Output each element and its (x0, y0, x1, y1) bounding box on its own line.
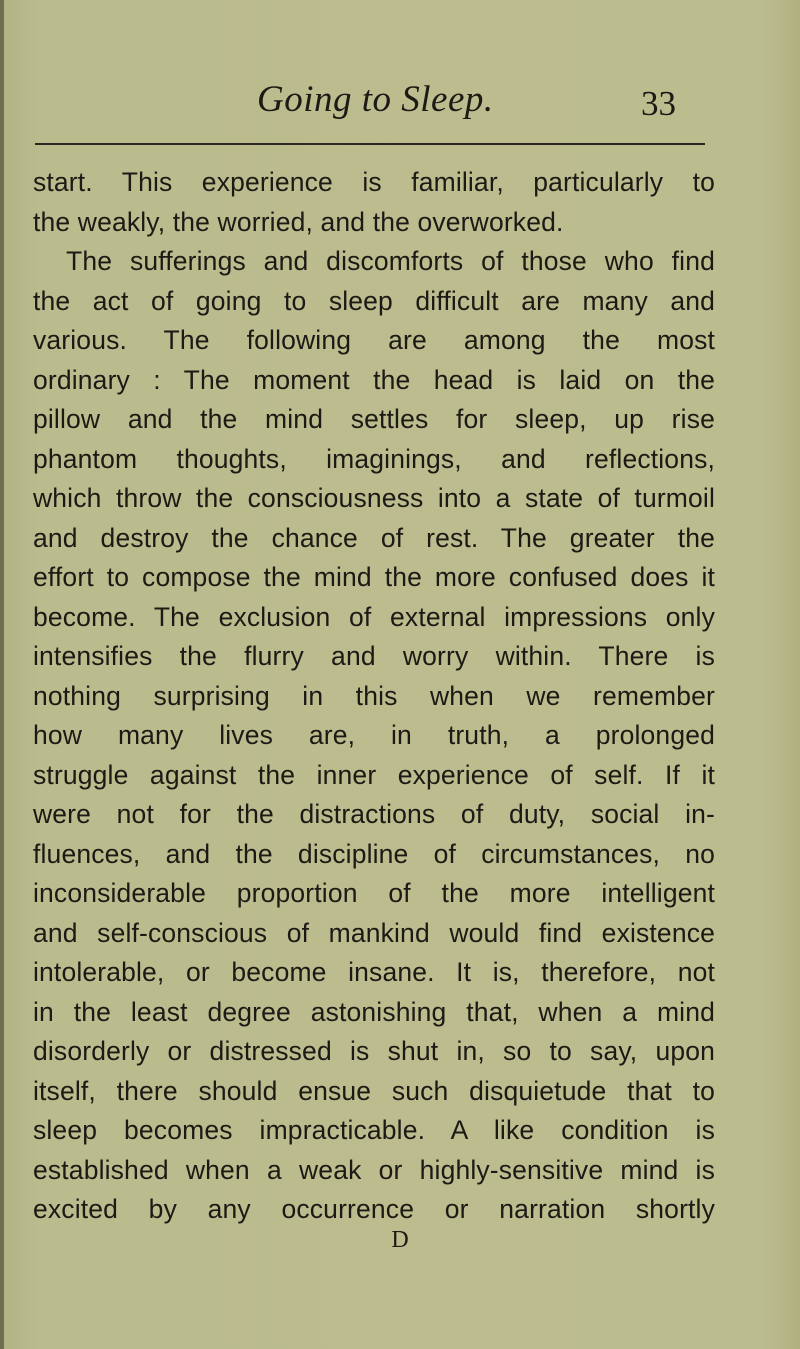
text-line: in the least degree astonishing that, when a mind (33, 996, 715, 1027)
text-line: struggle against the inner experience of self. If it (33, 759, 715, 790)
text-line: intensifies the flurry and worry within. There is (33, 641, 715, 671)
text-line: become. The exclusion of external impressions only (33, 601, 715, 632)
text-line: disorderly or distressed is shut in, so to say, upon (33, 1036, 715, 1066)
text-line: pillow and the mind settles for sleep, up rise (33, 404, 715, 434)
page-gutter-edge (0, 0, 4, 1349)
text-line: excited by any occurrence or narration shortly (33, 1194, 715, 1224)
text-line: nothing surprising in this when we remember (33, 680, 715, 711)
text-line: fluences, and the discipline of circumstances, no (33, 838, 715, 869)
text-line: sleep becomes impracticable. A like condition is (33, 1115, 715, 1145)
text-line: intolerable, or become insane. It is, therefore, not (33, 957, 715, 987)
page-number: 33 (641, 84, 676, 123)
text-line: were not for the distractions of duty, social in- (33, 799, 715, 829)
text-line: established when a weak or highly-sensitive mind is (33, 1154, 715, 1185)
body-text (33, 163, 715, 1230)
text-line: inconsiderable proportion of the more intelligent (33, 878, 715, 908)
text-line: the weakly, the worried, and the overworked. (33, 206, 564, 237)
text-line: the act of going to sleep difficult are many and (33, 285, 715, 316)
running-title: Going to Sleep. (257, 79, 494, 120)
text-line: phantom thoughts, imaginings, and reflections, (33, 443, 715, 474)
text-line: effort to compose the mind the more confused does it (33, 562, 715, 592)
signature-mark: D (391, 1227, 409, 1253)
page-header (0, 78, 800, 128)
text-line: and destroy the chance of rest. The greater the (33, 522, 715, 553)
text-line: how many lives are, in truth, a prolonged (33, 720, 715, 750)
header-rule (35, 143, 705, 145)
text-line: and self-conscious of mankind would find existence (33, 917, 715, 948)
text-line: itself, there should ensue such disquietude that to (33, 1075, 715, 1106)
text-line: The sufferings and discomforts of those who find (66, 246, 715, 276)
text-line: which throw the consciousness into a state of turmoil (33, 483, 715, 513)
text-line: ordinary : The moment the head is laid on the (33, 364, 715, 395)
text-line: various. The following are among the most (33, 325, 715, 355)
text-line: start. This experience is familiar, particularly to (33, 167, 715, 197)
